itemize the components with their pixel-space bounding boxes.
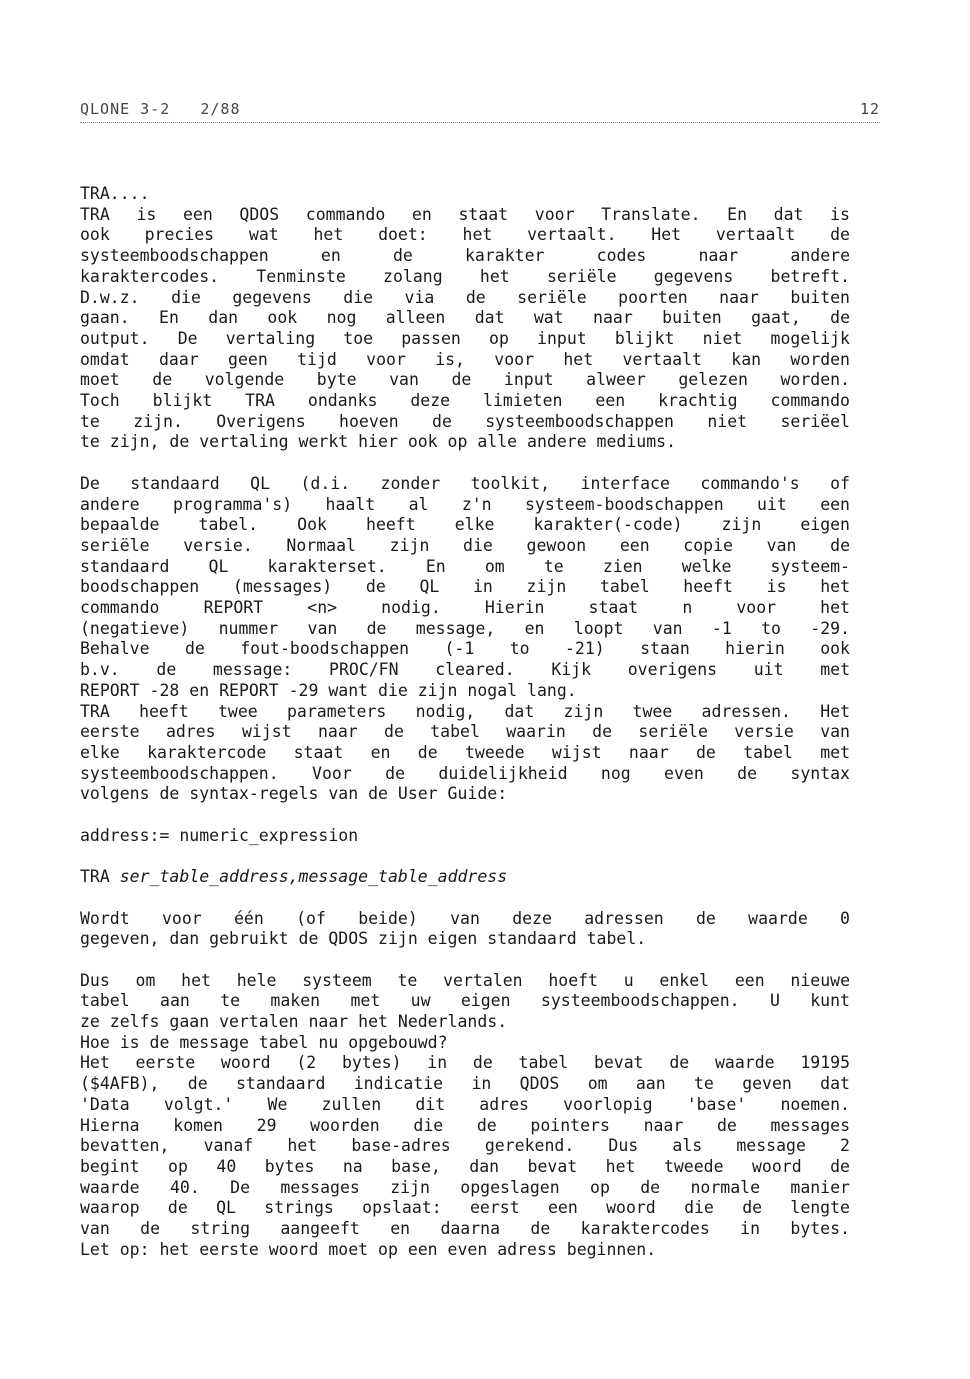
page-header <box>80 100 880 123</box>
text-line: waarde 40. De messages zijn opgeslagen op de normale manier <box>80 1177 850 1197</box>
text-line: Hierna komen 29 woorden die de pointers naar de messages <box>80 1115 850 1135</box>
text-line: Hoe is de message tabel nu opgebouwd? <box>80 1032 448 1052</box>
article-part-2 <box>80 909 850 1261</box>
text-line: moet de volgende byte van de input alweer gelezen worden. <box>80 370 850 390</box>
paragraph <box>80 474 850 702</box>
text-line: De standaard QL (d.i. zonder toolkit, interface commando's of <box>80 473 850 493</box>
text-line: Let op: het eerste woord moet op een even adress beginnen. <box>80 1239 657 1259</box>
text-line: begint op 40 bytes na base, dan bevat het tweede woord de <box>80 1156 850 1176</box>
text-line: Behalve de fout-boodschappen (-1 to -21) staan hierin ook <box>80 639 850 659</box>
syntax-command-line <box>80 867 850 888</box>
text-line: gegeven, dan gebruikt de QDOS zijn eigen standaard tabel. <box>80 929 647 949</box>
text-line: D.w.z. die gegevens die via de seriële poorten naar buiten <box>80 287 850 307</box>
text-line: seriële versie. Normaal zijn die gewoon een copie van de <box>80 535 850 555</box>
text-line: volgens de syntax-regels van de User Guide: <box>80 784 508 804</box>
text-line: systeemboodschappen en de karakter codes naar andere <box>80 246 850 266</box>
text-line: REPORT -28 en REPORT -29 want die zijn nogal lang. <box>80 680 577 700</box>
text-line: commando REPORT <n> nodig. Hierin staat n voor het <box>80 598 850 618</box>
text-line: ook precies wat het doet: het vertaalt. Het vertaalt de <box>80 225 850 245</box>
syntax-definition-line: address:= numeric_expression <box>80 825 359 845</box>
text-line: systeemboodschappen. Voor de duidelijkheid nog even de syntax <box>80 763 850 783</box>
syntax-definition <box>80 826 850 847</box>
text-line: waarop de QL strings opslaat: eerst een woord die de lengte <box>80 1198 850 1218</box>
paragraph <box>80 1033 850 1054</box>
text-line: Wordt voor één (of beide) van deze adressen de waarde 0 <box>80 908 850 928</box>
magazine-title: QLONE 3-2 2/88 <box>80 100 241 118</box>
text-line: Toch blijkt TRA ondanks deze limieten een krachtig commando <box>80 391 850 411</box>
syntax-command-name: TRA <box>80 867 110 887</box>
text-line: Dus om het hele systeem te vertalen hoeft u enkel een nieuwe <box>80 970 850 990</box>
paragraph <box>80 971 850 1033</box>
text-line: standaard QL karakterset. En om te zien welke systeem- <box>80 556 850 576</box>
text-line: b.v. de message: PROC/FN cleared. Kijk overigens uit met <box>80 660 850 680</box>
text-line: Het eerste woord (2 bytes) in de tabel bevat de waarde 19195 <box>80 1053 850 1073</box>
paragraph <box>80 184 850 205</box>
page-number: 12 <box>859 100 880 118</box>
text-line: ($4AFB), de standaard indicatie in QDOS om aan te geven dat <box>80 1074 850 1094</box>
syntax-params: ser_table_address,message_table_address <box>119 867 508 887</box>
text-line: boodschappen (messages) de QL in zijn tabel heeft is het <box>80 577 850 597</box>
text-line: elke karaktercode staat en de tweede wijst naar de tabel met <box>80 742 850 762</box>
text-line: tabel aan te maken met uw eigen systeemboodschappen. U kunt <box>80 991 850 1011</box>
text-line: (negatieve) nummer van de message, en loopt van -1 to -29. <box>80 618 850 638</box>
text-line: bepaalde tabel. Ook heeft elke karakter(-code) zijn eigen <box>80 515 850 535</box>
paragraph <box>80 909 850 950</box>
article-part-1 <box>80 184 850 805</box>
text-line: TRA.... <box>80 184 150 203</box>
paragraph <box>80 702 850 806</box>
text-line: TRA is een QDOS commando en staat voor Translate. En dat is <box>80 204 850 224</box>
text-line: omdat daar geen tijd voor is, voor het vertaalt kan worden <box>80 349 850 369</box>
paragraph <box>80 1053 850 1260</box>
text-line: karaktercodes. Tenminste zolang het seriële gegevens betreft. <box>80 266 850 286</box>
text-line: te zijn. Overigens hoeven de systeemboodschappen niet seriëel <box>80 411 850 431</box>
article-body <box>80 184 850 1260</box>
text-line: bevatten, vanaf het base-adres gerekend. Dus als message 2 <box>80 1136 850 1156</box>
syntax-command <box>80 867 850 888</box>
text-line: ze zelfs gaan vertalen naar het Nederlands. <box>80 1012 508 1032</box>
text-line: gaan. En dan ook nog alleen dat wat naar buiten gaat, de <box>80 308 850 328</box>
text-line: 'Data volgt.' We zullen dit adres voorlopig 'base' noemen. <box>80 1094 850 1114</box>
text-line: van de string aangeeft en daarna de karaktercodes in bytes. <box>80 1219 850 1239</box>
text-line: eerste adres wijst naar de tabel waarin de seriële versie van <box>80 722 850 742</box>
text-line: andere programma's) haalt al z'n systeem-boodschappen uit een <box>80 494 850 514</box>
paragraph <box>80 205 850 453</box>
text-line: TRA heeft twee parameters nodig, dat zijn twee adressen. Het <box>80 701 850 721</box>
text-line: te zijn, de vertaling werkt hier ook op alle andere mediums. <box>80 432 677 452</box>
text-line: output. De vertaling toe passen op input blijkt niet mogelijk <box>80 328 850 348</box>
